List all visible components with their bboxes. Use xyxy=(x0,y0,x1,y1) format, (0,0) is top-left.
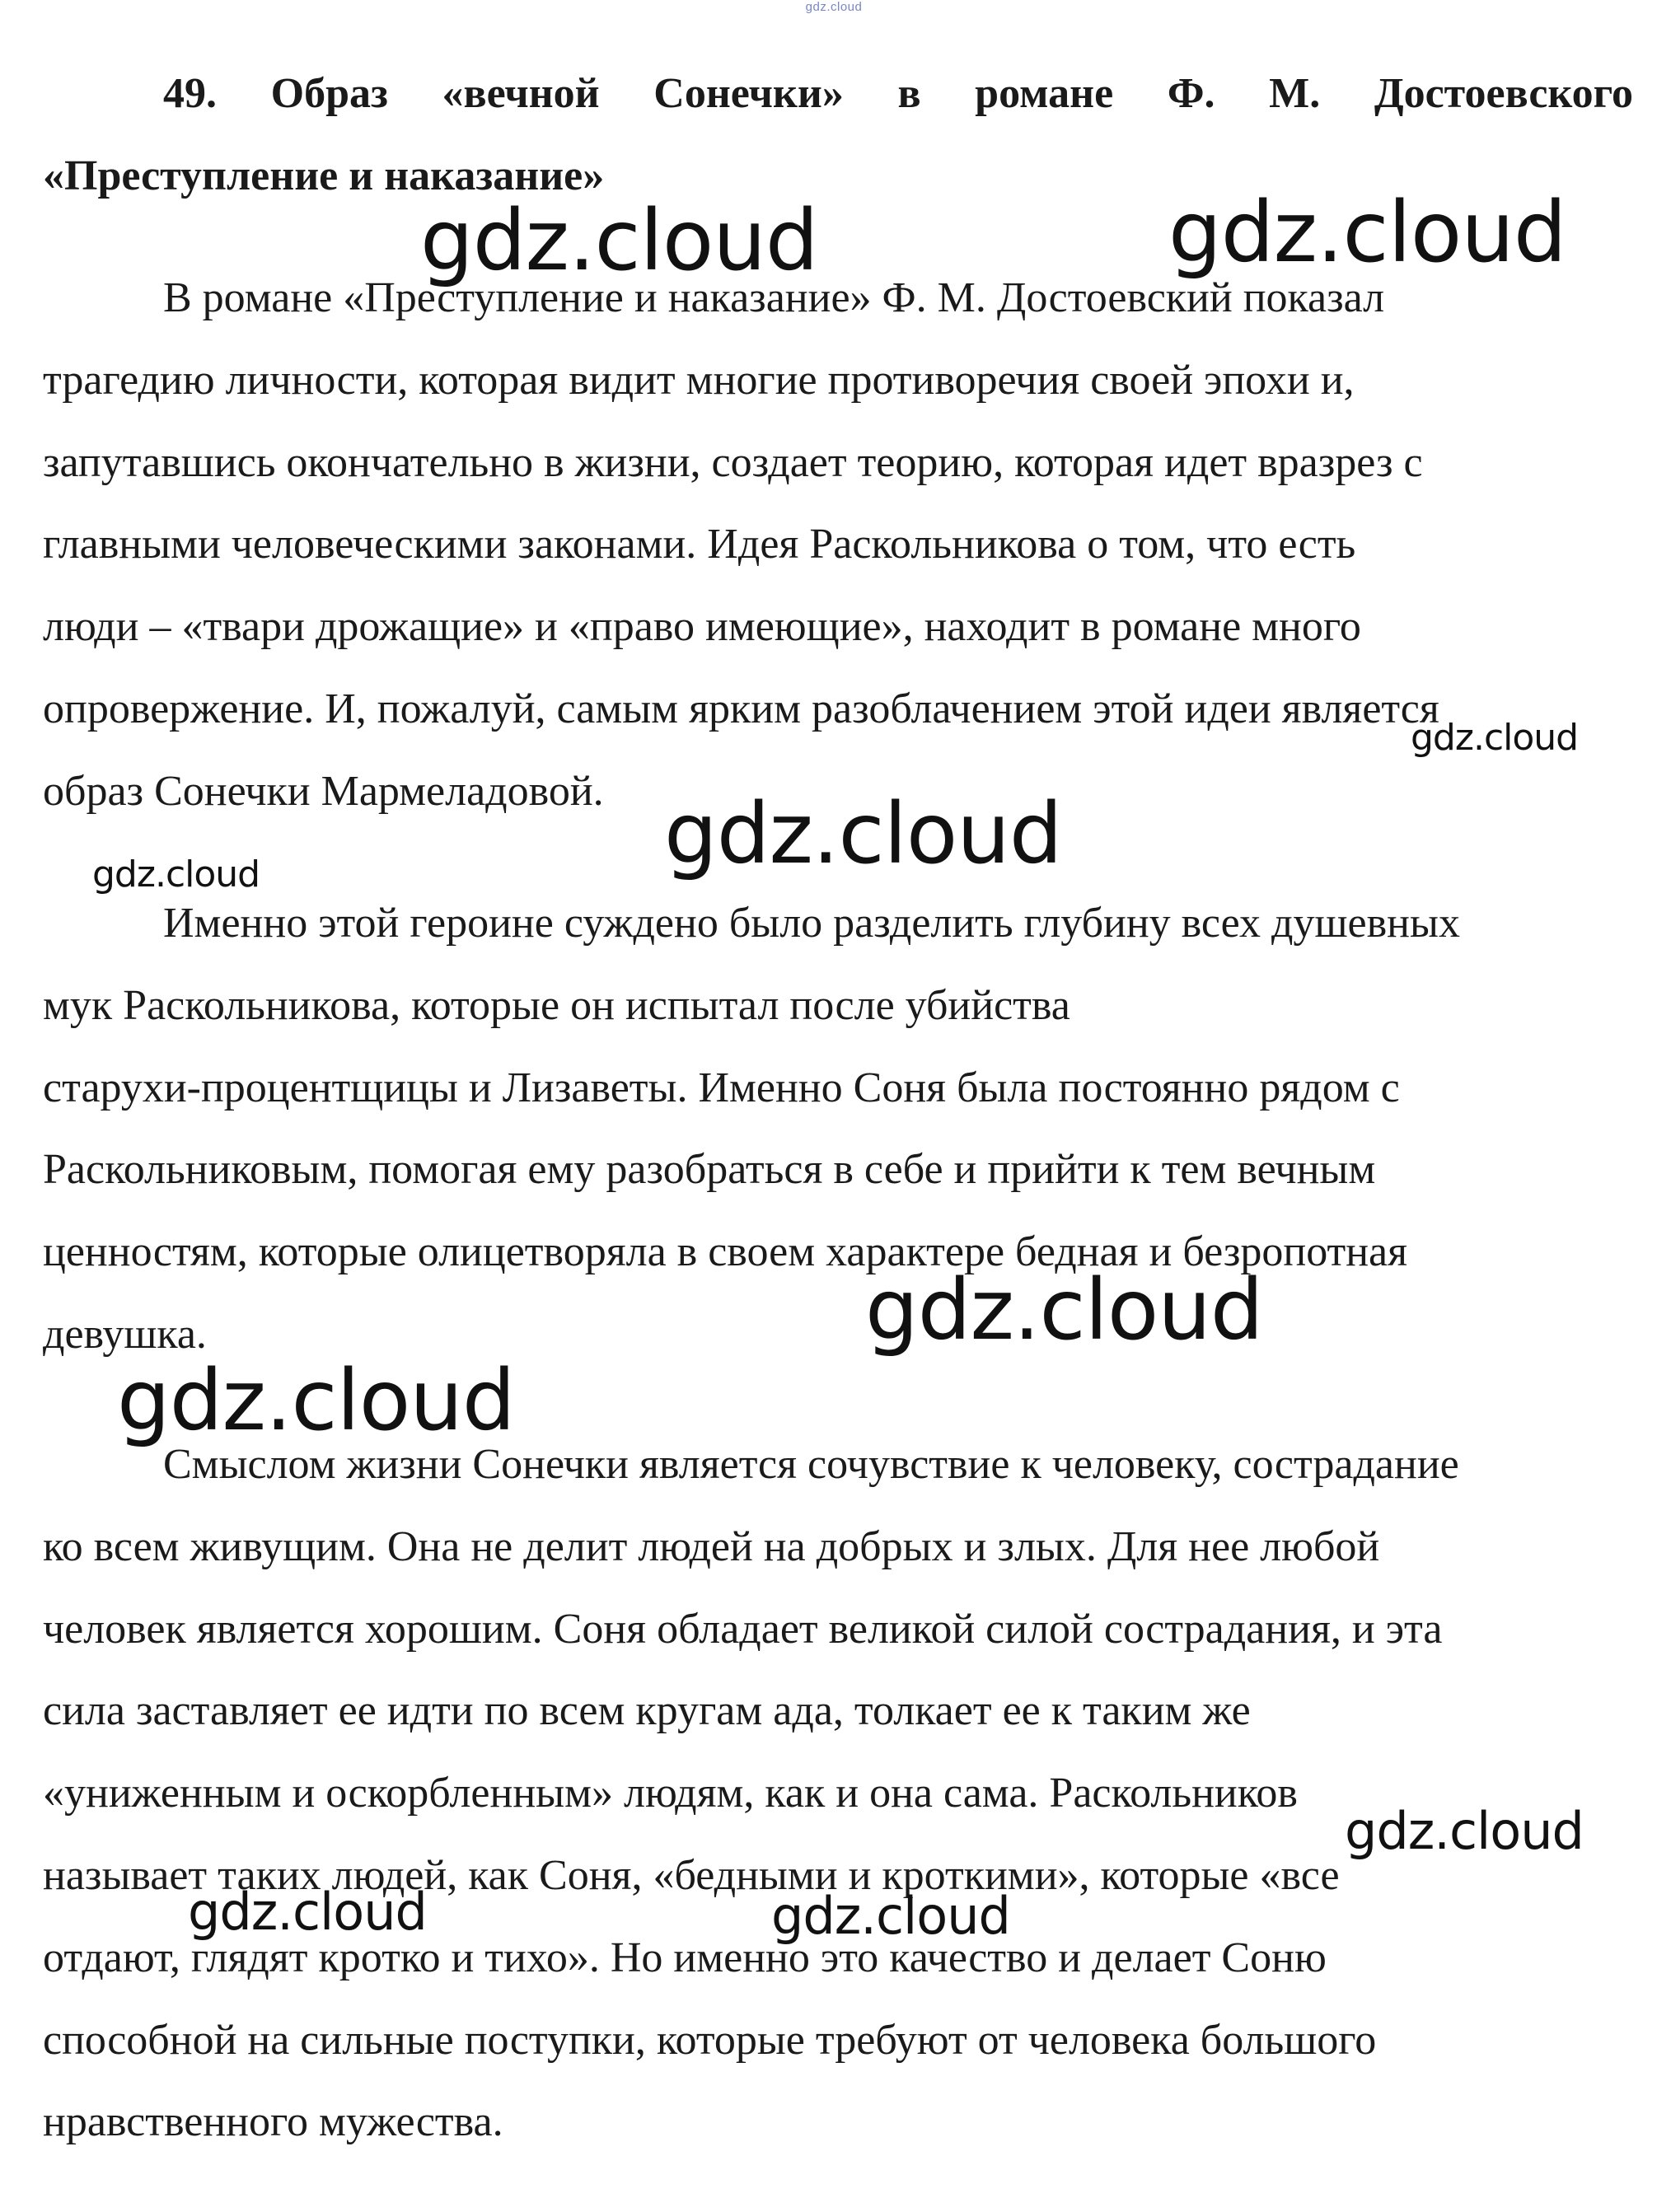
text-line: трагедию личности, которая видит многие противоречия своей эпохи и, xyxy=(43,356,1355,404)
text-line: мук Раскольникова, которые он испытал после убийства xyxy=(43,981,1070,1029)
text-line: ценностям, которые олицетворяла в своем характере бедная и безропотная xyxy=(43,1228,1408,1276)
watermark: gdz.cloud xyxy=(1411,717,1579,759)
paragraph xyxy=(43,882,1633,1376)
text-line: главными человеческими законами. Идея Раскольникова о том, что есть xyxy=(43,521,1356,568)
watermark: gdz.cloud xyxy=(420,192,818,290)
text-line: старухи-процентщицы и Лизаветы. Именно Соня была постоянно рядом с xyxy=(43,1064,1400,1111)
text-line: Именно этой героине суждено было разделить глубину всех душевных xyxy=(163,900,1460,947)
text-line: человек является хорошим. Соня обладает великой силой сострадания, и эта xyxy=(43,1605,1443,1653)
text-line: запутавшись окончательно в жизни, создает теорию, которая идет вразрез с xyxy=(43,438,1423,486)
paragraph xyxy=(43,257,1633,833)
text-line: отдают, глядят кротко и тихо». Но именно это качество и делает Соню xyxy=(43,1934,1327,1981)
text-line: В романе «Преступление и наказание» Ф. М. Достоевский показал xyxy=(163,274,1385,321)
title-line: «Преступление и наказание» xyxy=(43,152,605,199)
text-line: Раскольниковым, помогая ему разобраться в себе и прийти к тем вечным xyxy=(43,1146,1376,1194)
watermark: gdz.cloud xyxy=(771,1886,1010,1946)
watermark: gdz.cloud xyxy=(188,1882,427,1942)
text-line: люди – «твари дрожащие» и «право имеющие», находит в романе много xyxy=(43,603,1361,651)
watermark: gdz.cloud xyxy=(1168,184,1566,282)
title-line: 49. Образ «вечной Сонечки» в романе Ф. М. Достоевского xyxy=(163,70,1633,117)
site-mark: gdz.cloud xyxy=(805,0,863,14)
watermark: gdz.cloud xyxy=(92,853,260,896)
text-line: девушка. xyxy=(43,1310,207,1358)
paragraph xyxy=(43,1424,1633,2163)
watermark: gdz.cloud xyxy=(865,1261,1263,1359)
text-line: нравственного мужества. xyxy=(43,2098,503,2146)
text-line: опровержение. И, пожалуй, самым ярким разоблачением этой идеи является xyxy=(43,685,1439,732)
watermark: gdz.cloud xyxy=(117,1352,515,1450)
text-line: сила заставляет ее идти по всем кругам ада, толкает ее к таким же xyxy=(43,1687,1251,1735)
text-line: способной на сильные поступки, которые требуют от человека большого xyxy=(43,2016,1377,2064)
watermark: gdz.cloud xyxy=(664,785,1062,883)
text-line: образ Сонечки Мармеладовой. xyxy=(43,767,604,815)
watermark: gdz.cloud xyxy=(1345,1801,1584,1861)
text-line: называет таких людей, как Соня, «бедными и кроткими», которые «все xyxy=(43,1851,1340,1899)
text-line: ко всем живущим. Она не делит людей на добрых и злых. Для нее любой xyxy=(43,1522,1380,1570)
text-line: «униженным и оскорбленным» людям, как и она сама. Раскольников xyxy=(43,1770,1298,1817)
text-line: Смыслом жизни Сонечки является сочувствие к человеку, сострадание xyxy=(163,1441,1459,1488)
